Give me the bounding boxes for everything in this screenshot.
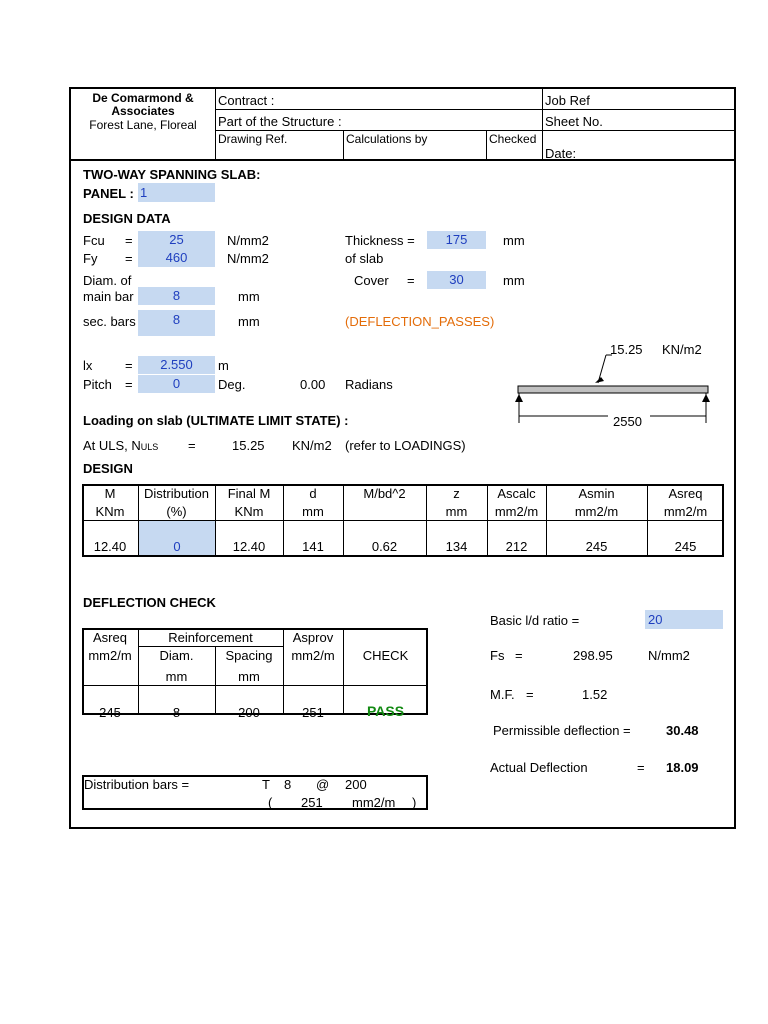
cover-label: Cover [354, 273, 389, 288]
fy-equals: = [125, 251, 133, 266]
fs-value: 298.95 [573, 648, 613, 663]
defl-diam-unit: mm [165, 669, 188, 684]
defl-diam-header: Diam. [159, 648, 194, 663]
page-title: TWO-WAY SPANNING SLAB: [83, 167, 261, 182]
uls-value: 15.25 [232, 438, 265, 453]
design-value-cell: 12.40 [232, 539, 266, 554]
distribution-bar-diam: 8 [284, 777, 292, 792]
fcu-input[interactable]: 25 [138, 231, 215, 249]
uls-note: (refer to LOADINGS) [345, 438, 466, 453]
cover-input[interactable]: 30 [427, 271, 486, 289]
fs-equals: = [515, 648, 523, 663]
distribution-bar-spacing: 200 [345, 777, 367, 792]
distribution-bars-label: Distribution bars = [84, 777, 190, 792]
pitch-label: Pitch [83, 377, 112, 392]
design-header-cell: Distribution [143, 486, 210, 501]
uls-label: At ULS, NULS [83, 438, 159, 453]
table-divider [343, 628, 344, 715]
defl-asreq-unit: mm2/m [88, 648, 132, 663]
design-header-cell: mm2/m [574, 504, 619, 519]
design-header-cell: mm2/m [494, 504, 539, 519]
distribution-open-paren: ( [268, 795, 273, 810]
permissible-deflection-label: Permissible deflection = [493, 723, 631, 738]
design-header-cell: d [309, 486, 317, 501]
header-divider [215, 130, 736, 131]
design-header-cell: mm [445, 504, 468, 519]
fs-label: Fs [490, 648, 505, 663]
sec-bars-label: sec. bars [83, 314, 136, 329]
design-value-cell: 141 [302, 539, 324, 554]
actual-deflection-label: Actual Deflection [490, 760, 588, 775]
defl-check-header: CHECK [362, 648, 409, 663]
header-divider [486, 130, 487, 159]
sheet-no-label: Sheet No. [545, 114, 603, 129]
main-bar-input[interactable]: 8 [138, 287, 215, 305]
diagram-load-value: 15.25 [610, 342, 643, 357]
design-header-cell: Ascalc [497, 486, 536, 501]
design-header-cell: mm [302, 504, 324, 519]
pitch-unit: Deg. [218, 377, 246, 392]
design-header-cell: M [104, 486, 116, 501]
left-support-arrow [515, 394, 523, 402]
part-of-structure-label: Part of the Structure : [218, 114, 342, 129]
design-heading: DESIGN [83, 461, 133, 476]
defl-asreq-value: 245 [99, 705, 121, 720]
design-header-cell: M/bd^2 [363, 486, 406, 501]
defl-asprov-unit: mm2/m [291, 648, 335, 663]
diagram-span-value: 2550 [613, 414, 642, 429]
header-divider [215, 87, 216, 159]
pitch-radians-value: 0.00 [300, 377, 326, 392]
checked-label: Checked [489, 132, 537, 146]
defl-asprov-header: Asprov [292, 630, 334, 645]
job-ref-label: Job Ref [545, 93, 590, 108]
permissible-deflection-value: 30.48 [666, 723, 699, 738]
sec-bars-input[interactable]: 8 [138, 310, 215, 336]
design-value-cell: 245 [674, 539, 697, 554]
design-value-cell: 0.62 [371, 539, 398, 554]
design-header-cell: Final M [227, 486, 271, 501]
pitch-input[interactable]: 0 [138, 375, 215, 393]
lx-unit: m [218, 358, 229, 373]
diagram-load-unit: KN/m2 [662, 342, 702, 357]
actual-deflection-value: 18.09 [666, 760, 699, 775]
design-data-heading: DESIGN DATA [83, 211, 171, 226]
design-value-cell: 212 [505, 539, 528, 554]
pitch-equals: = [125, 377, 133, 392]
design-value-cell: 245 [585, 539, 608, 554]
sec-bars-unit: mm [238, 314, 260, 329]
contract-label: Contract : [218, 93, 275, 108]
company-name-2: Associates [111, 104, 175, 118]
header-divider [343, 130, 344, 159]
fy-label: Fy [83, 251, 98, 266]
defl-check-result: PASS [366, 703, 405, 719]
distribution-area-unit: mm2/m [352, 795, 396, 810]
defl-asprov-value: 251 [302, 705, 324, 720]
distribution-area: 251 [301, 795, 323, 810]
main-bar-unit: mm [238, 289, 260, 304]
lx-input[interactable]: 2.550 [138, 356, 215, 374]
company-name: De Comarmond & [92, 91, 194, 105]
thickness-input[interactable]: 175 [427, 231, 486, 249]
design-header-cell: Asmin [578, 486, 615, 501]
defl-reinforcement-header: Reinforcement [168, 630, 253, 645]
distribution-close-paren: ) [412, 795, 417, 810]
fcu-label: Fcu [83, 233, 105, 248]
defl-asreq-header: Asreq [93, 630, 127, 645]
uls-unit: KN/m2 [292, 438, 332, 453]
header-divider [215, 109, 736, 110]
fs-unit: N/mm2 [648, 648, 690, 663]
design-table [82, 484, 724, 557]
design-value-cell: 134 [445, 539, 468, 554]
slab-beam [518, 386, 708, 393]
design-header-cell: KNm [95, 504, 125, 519]
mf-equals: = [526, 687, 534, 702]
cover-unit: mm [503, 273, 525, 288]
design-header-cell: (%) [166, 504, 187, 519]
design-header-cell: mm2/m [663, 504, 708, 519]
uls-equals: = [188, 438, 196, 453]
deflection-heading: DEFLECTION CHECK [83, 595, 216, 610]
drawing-ref-label: Drawing Ref. [218, 132, 288, 146]
lx-label: lx [83, 358, 93, 373]
lx-equals: = [125, 358, 133, 373]
defl-diam-value: 8 [172, 705, 181, 720]
main-bar-label: Diam. of [83, 273, 132, 288]
fcu-equals: = [125, 233, 133, 248]
table-divider [82, 685, 428, 686]
defl-spacing-value: 200 [238, 705, 260, 720]
design-header-cell: z [453, 486, 460, 501]
design-value-cell: 12.40 [93, 539, 127, 554]
basic-ld-label: Basic l/d ratio = [490, 613, 580, 628]
basic-ld-input[interactable]: 20 [645, 610, 723, 629]
distribution-bar-type: T [262, 777, 270, 792]
thickness-label: Thickness = [345, 233, 415, 248]
date-label: Date: [545, 146, 577, 161]
actual-deflection-equals: = [637, 760, 645, 775]
main-bar-label-2: main bar [83, 289, 134, 304]
right-support-arrow [702, 394, 710, 402]
thickness-label-2: of slab [345, 251, 384, 266]
design-header-cell: Asreq [668, 486, 703, 501]
loading-heading: Loading on slab (ULTIMATE LIMIT STATE) : [83, 413, 349, 428]
fcu-unit: N/mm2 [227, 233, 269, 248]
mf-label: M.F. [490, 687, 515, 702]
pitch-radians-unit: Radians [345, 377, 393, 392]
distribution-input[interactable]: 0 [139, 521, 215, 555]
header-bottom-line [69, 159, 736, 161]
company-address: Forest Lane, Floreal [89, 118, 197, 132]
table-divider [138, 646, 283, 647]
cover-equals: = [407, 273, 415, 288]
panel-label: PANEL : [83, 186, 134, 201]
deflection-status-flag: (DEFLECTION_PASSES) [345, 314, 495, 329]
defl-spacing-unit: mm [238, 669, 260, 684]
design-header-cell: KNm [234, 504, 264, 519]
defl-spacing-header: Spacing [225, 648, 273, 663]
mf-value: 1.52 [582, 687, 608, 702]
fy-unit: N/mm2 [227, 251, 269, 266]
thickness-unit: mm [503, 233, 525, 248]
fy-input[interactable]: 460 [138, 249, 215, 267]
distribution-bar-at: @ [316, 777, 330, 792]
panel-input[interactable]: 1 [138, 183, 215, 202]
calculations-by-label: Calculations by [346, 132, 428, 146]
header-divider [542, 87, 543, 159]
